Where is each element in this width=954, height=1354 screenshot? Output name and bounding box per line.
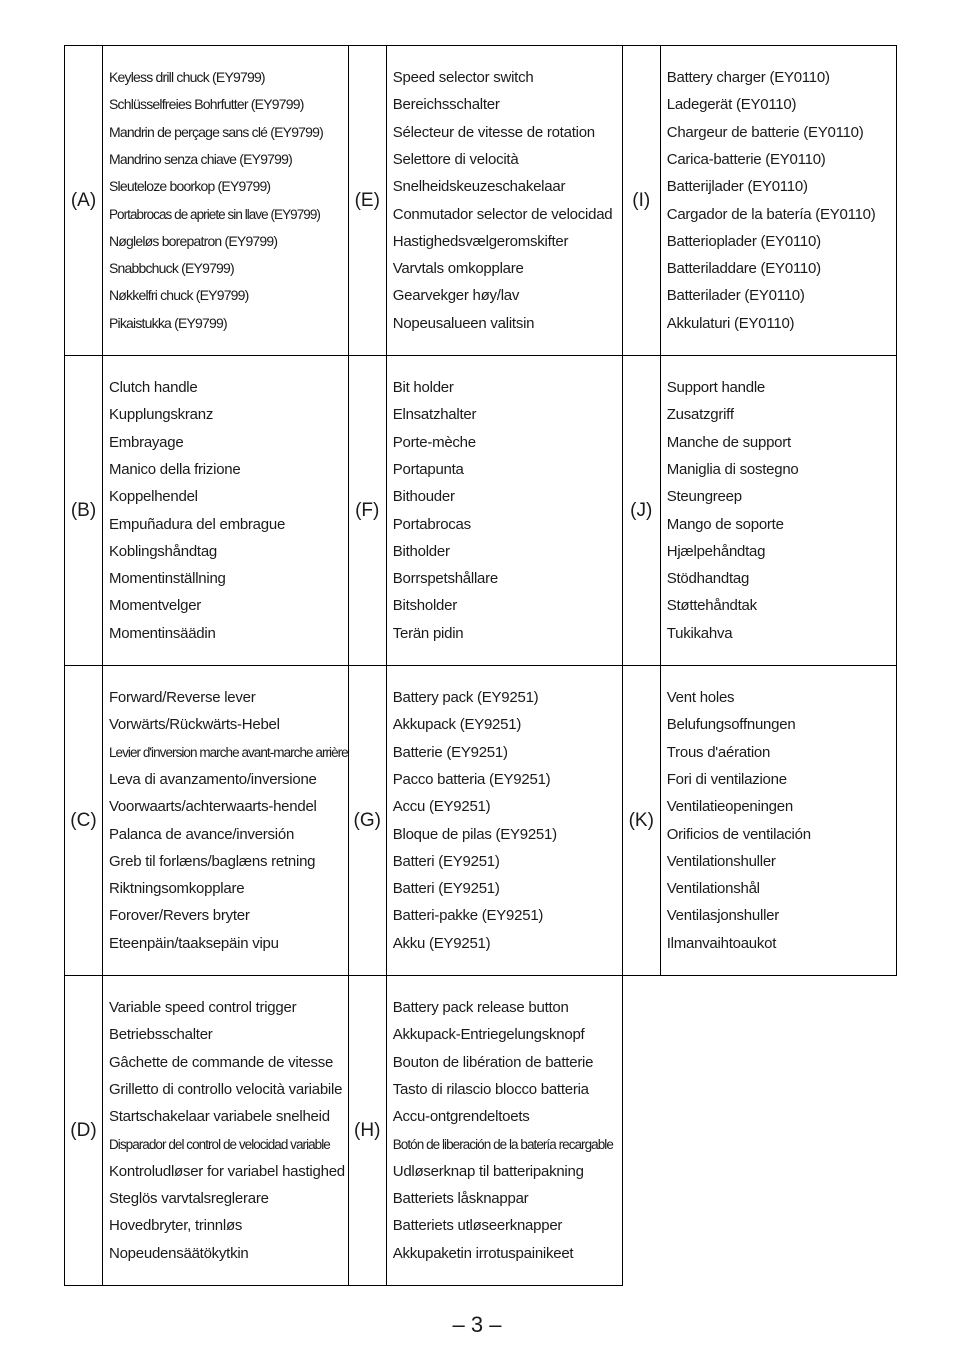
- part-name: Sélecteur de vitesse de rotation: [392, 123, 595, 141]
- part-name: Support handle: [666, 379, 765, 397]
- part-name: Bit holder: [392, 379, 454, 397]
- part-label: (B): [65, 356, 103, 666]
- part-name: Startschakelaar variabele snelheid: [109, 1108, 330, 1126]
- part-name: Akkupaketin irrotuspainikeet: [392, 1244, 574, 1262]
- part-name: Borrspetshållare: [392, 570, 498, 588]
- part-name: Momentvelger: [109, 597, 202, 615]
- part-name-list: [103, 64, 348, 337]
- part-name: Nopeusalueen valitsin: [392, 314, 535, 332]
- part-name: Mandrin de perçage sans clé (EY9799): [109, 123, 324, 140]
- part-name: Belufungsoffnungen: [666, 716, 796, 734]
- part-name: Terän pidin: [392, 624, 464, 642]
- empty-cell: [622, 976, 660, 1286]
- page-number: – 3 –: [452, 1312, 502, 1337]
- part-name: Trous d'aération: [666, 743, 771, 761]
- part-name-list: [103, 684, 348, 957]
- part-name-list: [387, 684, 622, 957]
- part-name: Eteenpäin/taaksepäin vipu: [109, 934, 279, 952]
- part-name: Forover/Revers bryter: [109, 907, 250, 925]
- part-names-cell: [103, 46, 349, 356]
- part-name: Kontroludløser for variabel hastighed: [109, 1162, 345, 1180]
- part-name: Betriebsschalter: [109, 1026, 213, 1044]
- part-name: Embrayage: [109, 433, 184, 451]
- table-row: [65, 356, 897, 666]
- table-row: [65, 666, 897, 976]
- part-name-list: [103, 374, 348, 647]
- part-name: Mandrino senza chiave (EY9799): [109, 150, 293, 167]
- part-name: Snabbchuck (EY9799): [109, 260, 234, 277]
- part-name: Udløserknap til batteripakning: [392, 1162, 584, 1180]
- part-name: Schlüsselfreies Bohrfutter (EY9799): [109, 96, 304, 113]
- part-name: Ventilasjonshuller: [666, 907, 779, 925]
- part-name: Disparador del control de velocidad variable: [109, 1136, 330, 1152]
- part-names-cell: [103, 976, 349, 1286]
- part-name: Elnsatzhalter: [392, 406, 477, 424]
- part-name: Akku (EY9251): [392, 934, 491, 952]
- part-name: Orificios de ventilación: [666, 825, 811, 843]
- parts-legend-table: [64, 45, 897, 1286]
- part-name: Tukikahva: [666, 624, 733, 642]
- part-name: Fori di ventilazione: [666, 770, 787, 788]
- part-name: Bloque de pilas (EY9251): [392, 825, 557, 843]
- part-label: (D): [65, 976, 103, 1286]
- part-name: Voorwaarts/achterwaarts-hendel: [109, 798, 317, 816]
- part-name: Tasto di rilascio blocco batteria: [392, 1080, 589, 1098]
- part-name: Portabrocas: [392, 515, 471, 533]
- part-name: Conmutador selector de velocidad: [392, 205, 613, 223]
- part-name: Batterijlader (EY0110): [666, 178, 808, 196]
- part-name: Bereichsschalter: [392, 96, 500, 114]
- part-name: Pikaistukka (EY9799): [109, 314, 227, 331]
- part-names-cell: [660, 356, 896, 666]
- part-name: Steungreep: [666, 488, 742, 506]
- part-name: Pacco batteria (EY9251): [392, 770, 551, 788]
- part-name: Nopeudensäätökytkin: [109, 1244, 249, 1262]
- part-name: Ladegerät (EY0110): [666, 96, 797, 114]
- part-names-cell: [103, 356, 349, 666]
- part-name: Variable speed control trigger: [109, 999, 297, 1017]
- part-label: (H): [348, 976, 386, 1286]
- part-name: Vorwärts/Rückwärts-Hebel: [109, 716, 280, 734]
- part-name: Koblingshåndtag: [109, 542, 218, 560]
- part-name: Batteriets låsknappar: [392, 1190, 529, 1208]
- part-name: Batteriets utløseerknapper: [392, 1217, 563, 1235]
- table-row: [65, 976, 897, 1286]
- part-label: (E): [348, 46, 386, 356]
- part-name: Manche de support: [666, 433, 791, 451]
- part-name: Stödhandtag: [666, 570, 750, 588]
- part-label: (I): [622, 46, 660, 356]
- part-name: Botón de liberación de la batería recargable: [392, 1136, 613, 1152]
- part-name: Zusatzgriff: [666, 406, 734, 424]
- part-name-list: [387, 374, 622, 647]
- part-name: Riktningsomkopplare: [109, 880, 245, 898]
- part-name: Forward/Reverse lever: [109, 689, 256, 707]
- part-name: Vent holes: [666, 689, 735, 707]
- part-names-cell: [386, 666, 622, 976]
- part-name: Bitsholder: [392, 597, 457, 615]
- part-name: Bitholder: [392, 542, 450, 560]
- part-name: Hovedbryter, trinnløs: [109, 1217, 243, 1235]
- part-names-cell: [103, 666, 349, 976]
- part-name: Speed selector switch: [392, 69, 534, 87]
- part-name: Leva di avanzamento/inversione: [109, 770, 317, 788]
- part-name: Ventilationshuller: [666, 852, 776, 870]
- part-name: Batteri-pakke (EY9251): [392, 907, 544, 925]
- part-name: Ilmanvaihtoaukot: [666, 934, 777, 952]
- part-name: Accu (EY9251): [392, 798, 491, 816]
- part-name-list: [387, 994, 622, 1267]
- empty-cell: [660, 976, 896, 1286]
- part-name: Ventilationshål: [666, 880, 760, 898]
- part-name: Greb til forlæns/baglæns retning: [109, 852, 316, 870]
- part-name: Momentinställning: [109, 570, 226, 588]
- part-label: (K): [622, 666, 660, 976]
- part-name: Akkupack (EY9251): [392, 716, 522, 734]
- part-name: Steglös varvtalsreglerare: [109, 1190, 269, 1208]
- part-label: (F): [348, 356, 386, 666]
- part-name-list: [103, 994, 348, 1267]
- part-name: Akkupack-Entriegelungsknopf: [392, 1026, 585, 1044]
- part-name: Carica-batterie (EY0110): [666, 150, 826, 168]
- part-name: Varvtals omkopplare: [392, 260, 524, 278]
- part-names-cell: [386, 976, 622, 1286]
- part-name: Momentinsäädin: [109, 624, 216, 642]
- part-name: Hastighedsvælgeromskifter: [392, 232, 569, 250]
- part-name: Portabrocas de apriete sin llave (EY9799): [109, 206, 320, 222]
- part-name: Mango de soporte: [666, 515, 784, 533]
- part-names-cell: [660, 46, 896, 356]
- part-name: Levier d'inversion marche avant-marche arrière: [109, 744, 348, 760]
- part-name: Gearvekger høy/lav: [392, 287, 520, 305]
- part-name: Batteriladdare (EY0110): [666, 260, 821, 278]
- part-name: Sleuteloze boorkop (EY9799): [109, 178, 271, 195]
- part-name: Accu-ontgrendeltoets: [392, 1108, 530, 1126]
- part-name: Maniglia di sostegno: [666, 460, 799, 478]
- part-name: Selettore di velocità: [392, 150, 519, 168]
- part-name: Empuñadura del embrague: [109, 515, 286, 533]
- part-name: Gâchette de commande de vitesse: [109, 1053, 334, 1071]
- part-name: Batterioplader (EY0110): [666, 232, 821, 250]
- part-name: Nøgleløs borepatron (EY9799): [109, 232, 278, 249]
- part-name: Portapunta: [392, 460, 464, 478]
- part-name: Batterilader (EY0110): [666, 287, 805, 305]
- part-name-list: [661, 64, 896, 337]
- part-name-list: [387, 64, 622, 337]
- part-name: Battery charger (EY0110): [666, 69, 830, 87]
- part-name: Battery pack (EY9251): [392, 689, 539, 707]
- part-names-cell: [660, 666, 896, 976]
- part-name: Cargador de la batería (EY0110): [666, 205, 876, 223]
- part-name: Batteri (EY9251): [392, 880, 500, 898]
- part-name: Porte-mèche: [392, 433, 476, 451]
- part-names-cell: [386, 356, 622, 666]
- part-name: Batteri (EY9251): [392, 852, 500, 870]
- part-name: Keyless drill chuck (EY9799): [109, 69, 265, 86]
- part-name: Ventilatieopeningen: [666, 798, 793, 816]
- part-name: Batterie (EY9251): [392, 743, 508, 761]
- part-label: (A): [65, 46, 103, 356]
- part-label: (J): [622, 356, 660, 666]
- part-name-list: [661, 684, 896, 957]
- part-name: Palanca de avance/inversión: [109, 825, 295, 843]
- part-name: Koppelhendel: [109, 488, 198, 506]
- part-name: Nøkkelfri chuck (EY9799): [109, 287, 249, 304]
- part-name: Manico della frizione: [109, 460, 241, 478]
- part-name: Clutch handle: [109, 379, 198, 397]
- part-name: Grilletto di controllo velocità variabile: [109, 1080, 343, 1098]
- part-name: Bithouder: [392, 488, 455, 506]
- part-label: (C): [65, 666, 103, 976]
- part-name: Snelheidskeuzeschakelaar: [392, 178, 566, 196]
- part-name: Støttehåndtak: [666, 597, 757, 615]
- part-names-cell: [386, 46, 622, 356]
- part-label: (G): [348, 666, 386, 976]
- part-name: Akkulaturi (EY0110): [666, 314, 795, 332]
- part-name: Hjælpehåndtag: [666, 542, 766, 560]
- part-name: Chargeur de batterie (EY0110): [666, 123, 864, 141]
- part-name: Battery pack release button: [392, 999, 569, 1017]
- part-name: Kupplungskranz: [109, 406, 214, 424]
- part-name-list: [661, 374, 896, 647]
- table-row: [65, 46, 897, 356]
- part-name: Bouton de libération de batterie: [392, 1053, 594, 1071]
